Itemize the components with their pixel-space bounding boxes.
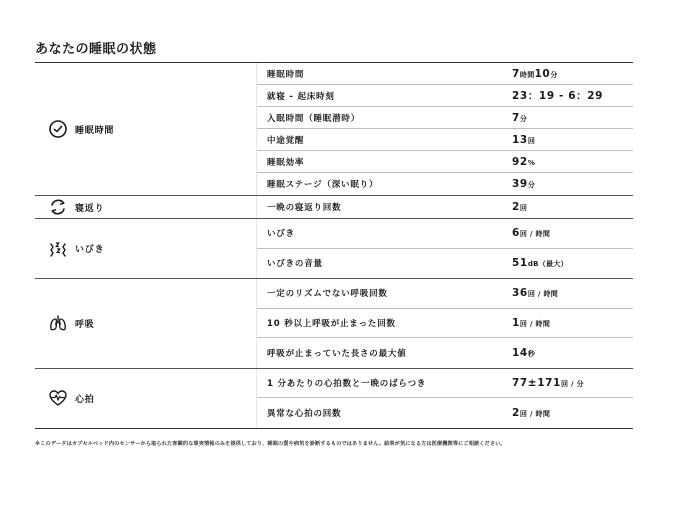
row-value: 13回 (512, 133, 536, 146)
rotate-arrows-icon (47, 196, 69, 218)
table-row (257, 279, 633, 309)
section-label: 呼吸 (75, 319, 95, 330)
section-header (35, 63, 257, 195)
row-label: 1 分あたりの心拍数と一晩のばらつき (267, 378, 427, 389)
snore-icon (47, 238, 69, 260)
table-row (257, 398, 633, 428)
row-label: 一晩の寝返り回数 (267, 203, 342, 213)
row-label: 呼吸が止まっていた長さの最大値 (267, 348, 407, 359)
lungs-icon (47, 312, 69, 334)
clock-icon (47, 118, 69, 140)
row-value: 39分 (512, 178, 536, 190)
row-label: 睡眠効率 (267, 157, 305, 168)
row-label: 睡眠時間 (267, 69, 305, 80)
row-value: 2回 (512, 201, 528, 213)
heart-pulse-icon (47, 387, 69, 409)
table-row (257, 196, 633, 218)
table-row (257, 107, 633, 129)
section-turning-over (35, 196, 633, 219)
table-row (257, 369, 633, 399)
row-value: 1回 / 時間 (512, 316, 551, 329)
section-header (35, 279, 257, 368)
row-label: いびき (267, 229, 295, 240)
row-value: 36回 / 時間 (512, 287, 559, 300)
row-value: 14秒 (512, 346, 536, 359)
row-value: 2回 / 時間 (512, 406, 551, 419)
disclaimer-footnote: ※このデータはカプセルベッド内のセンサーから取られた客観的な事実情報のみを提供しており、睡眠の質や病気を診断するものではありません。結果が気になる方は医療機関等にご相談ください。 (35, 441, 506, 447)
section-label: 心拍 (75, 394, 95, 405)
table-row (257, 219, 633, 249)
section-label: いびき (75, 245, 105, 255)
row-value: 77±171回 / 分 (512, 376, 584, 389)
section-breathing (35, 279, 633, 369)
section-label: 睡眠時間 (75, 125, 115, 136)
table-row (257, 63, 633, 85)
section-header (35, 219, 257, 278)
section-header (35, 196, 257, 218)
row-value: 6回 / 時間 (512, 227, 551, 240)
row-value: 51dB（最大） (512, 257, 568, 270)
row-value: 7分 (512, 111, 528, 124)
table-row (257, 249, 633, 279)
section-snoring (35, 219, 633, 279)
sleep-status-table (35, 62, 633, 429)
table-row (257, 151, 633, 173)
row-label: 異常な心拍の回数 (267, 408, 342, 419)
row-label: 就寝 - 起床時刻 (267, 91, 335, 102)
section-heart-rate (35, 369, 633, 428)
row-label: 入眠時間（睡眠潜時） (267, 113, 361, 124)
table-row (257, 309, 633, 339)
table-row (257, 129, 633, 151)
row-value: 23：19 - 6：29 (512, 90, 604, 102)
row-label: 睡眠ステージ（深い眠り） (267, 180, 379, 190)
section-label: 寝返り (75, 203, 105, 214)
row-label: 中途覚醒 (267, 135, 305, 146)
page-title: あなたの睡眠の状態 (35, 42, 157, 57)
table-row (257, 173, 633, 195)
row-label: いびきの音量 (267, 259, 323, 270)
row-label: 10 秒以上呼吸が止まった回数 (267, 318, 396, 329)
section-header (35, 369, 257, 428)
table-row (257, 85, 633, 107)
section-sleep-time (35, 63, 633, 196)
table-row (257, 338, 633, 368)
row-value: 7時間10分 (512, 67, 558, 80)
row-value: 92% (512, 155, 536, 168)
row-label: 一定のリズムでない呼吸回数 (267, 289, 388, 300)
